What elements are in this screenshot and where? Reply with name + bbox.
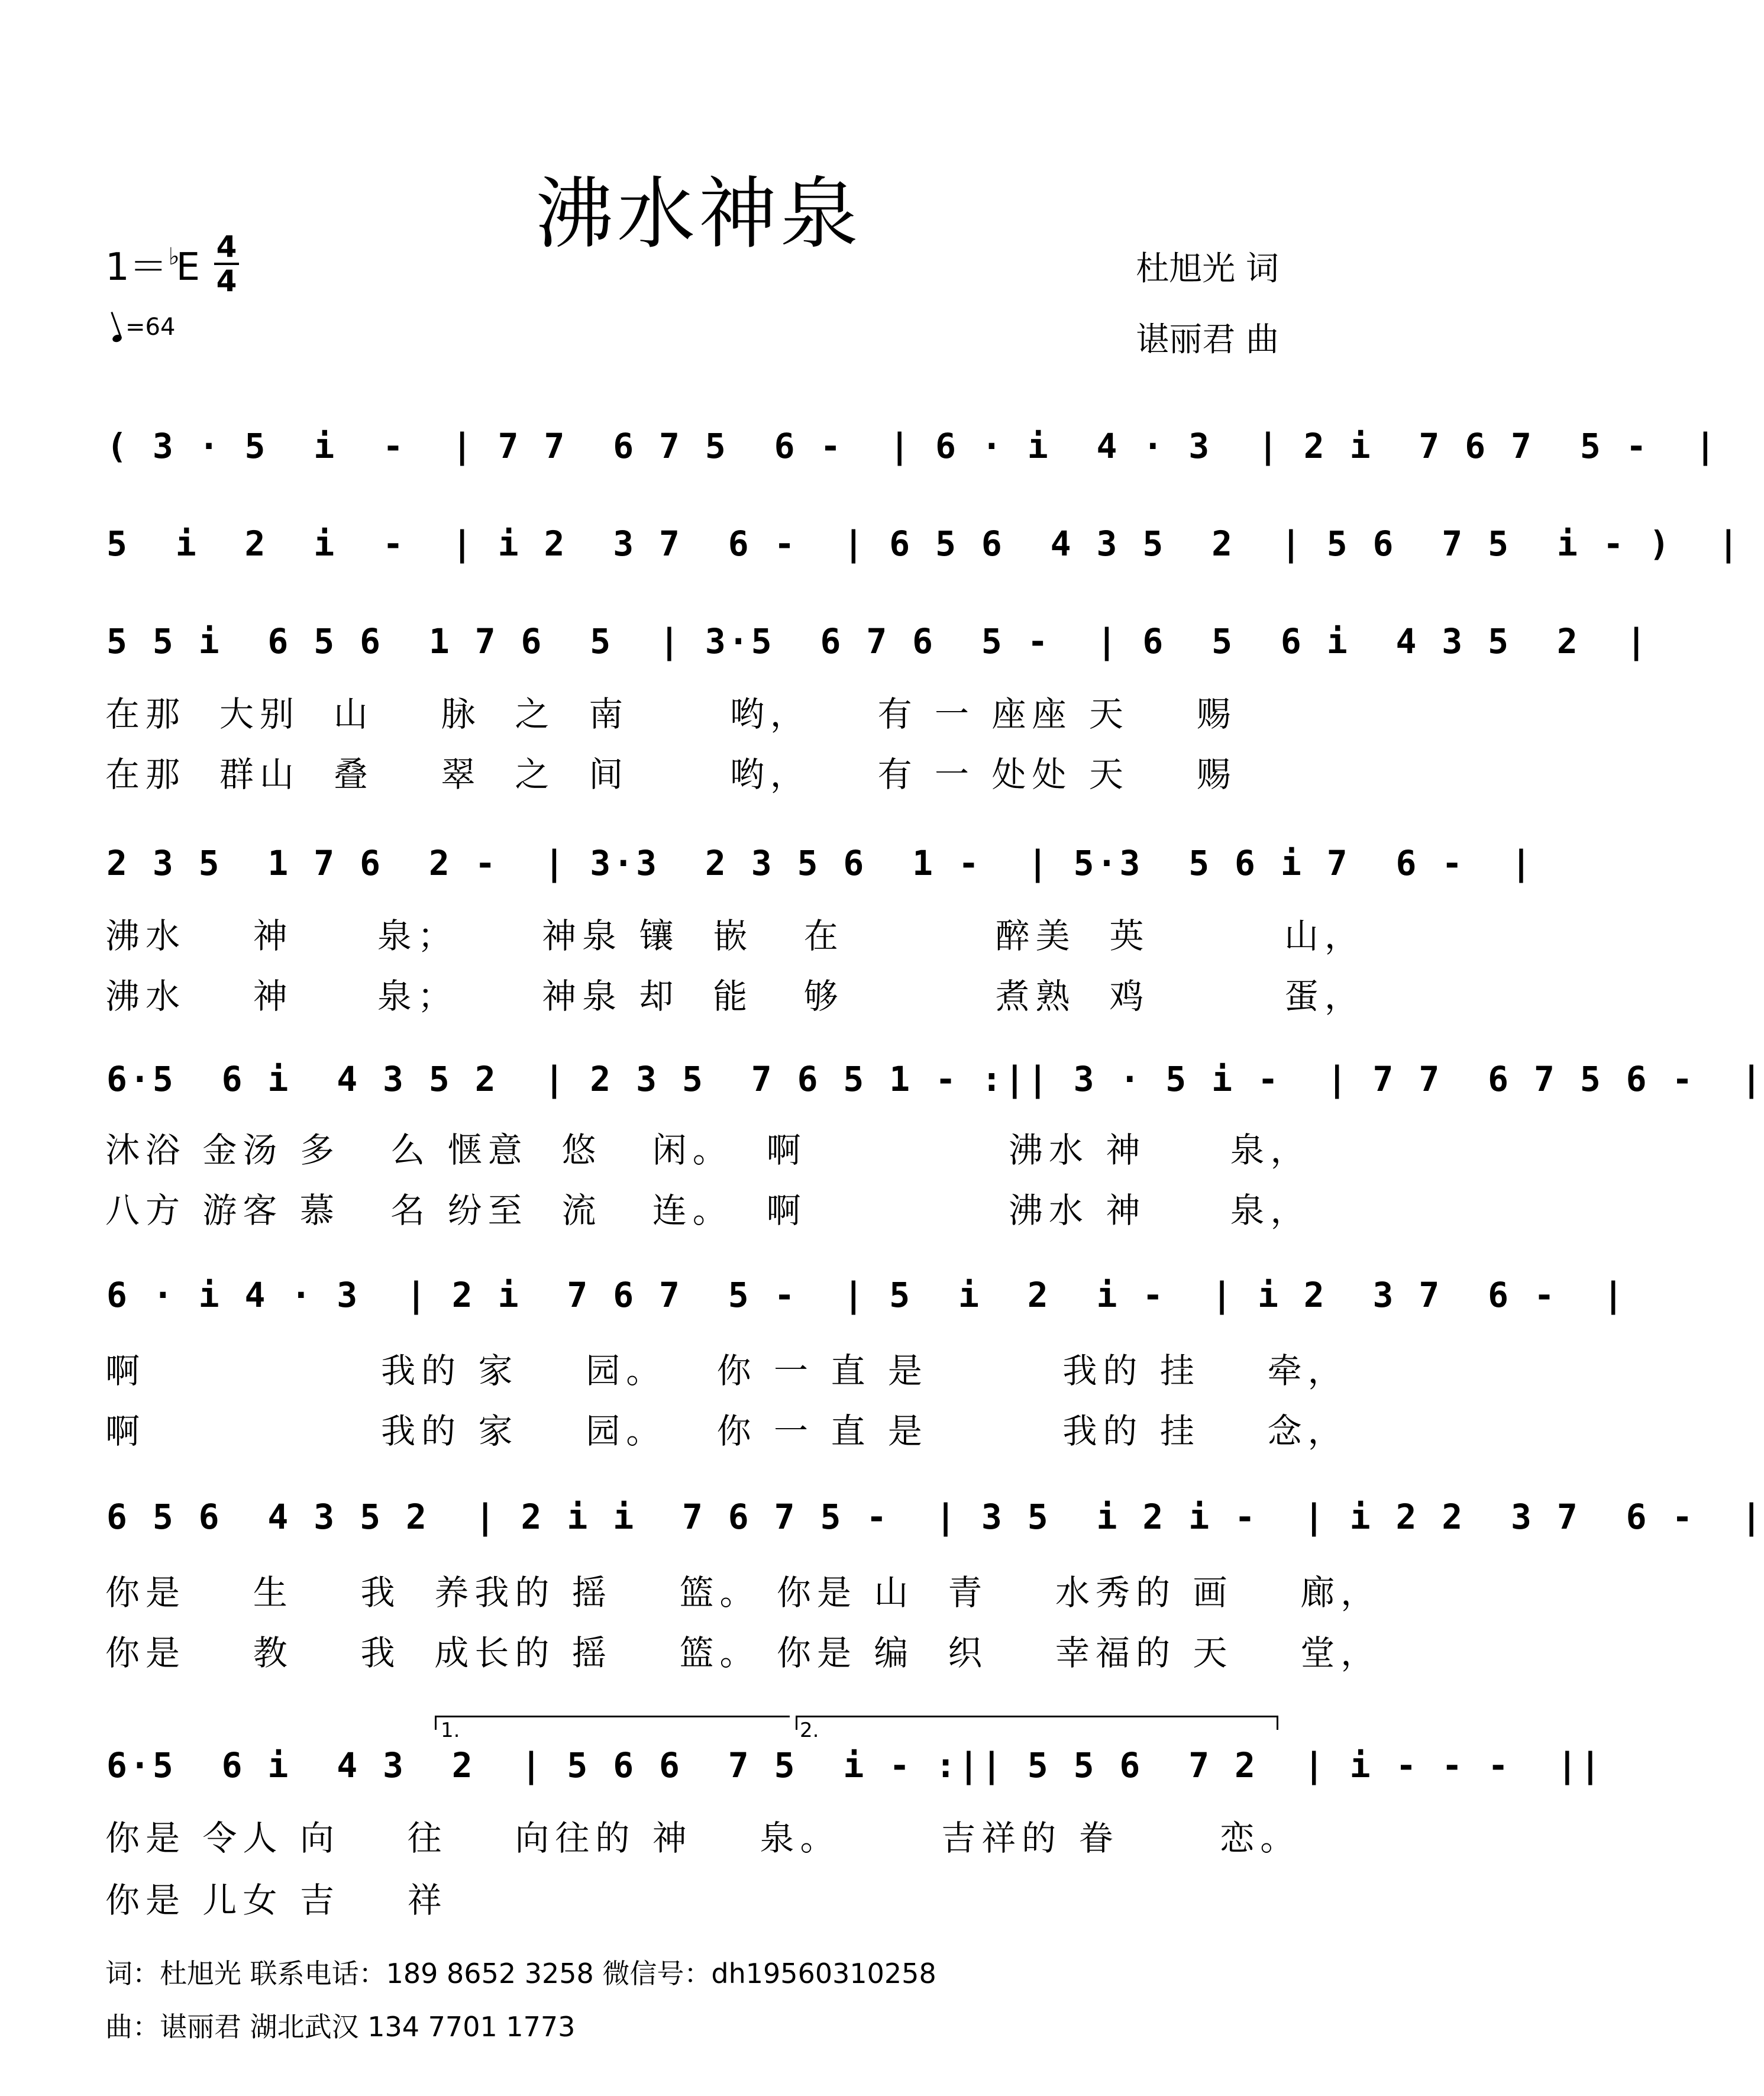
time-signature xyxy=(212,232,241,296)
song-title: 沸水神泉 xyxy=(535,169,862,260)
quarter-note-icon xyxy=(111,334,122,344)
lyric-line-verse2: 你是 儿女 吉 祥 xyxy=(105,1880,448,1920)
score-line-5 xyxy=(106,1047,1764,1112)
volta-2-tick xyxy=(796,1716,797,1730)
key-prefix: 1＝ xyxy=(105,246,167,289)
time-signature-bottom: 4 xyxy=(216,264,237,298)
lyric-line-verse2: 在那 群山 叠 翠 之 间 哟， 有 一 处处 天 赐 xyxy=(105,754,1237,795)
score-line-8 xyxy=(106,1733,1603,1798)
volta-2-end-tick xyxy=(1277,1716,1278,1730)
volta-1-bracket xyxy=(435,1716,790,1717)
notation: 6·5 6 i 4 3 2 | 5 6 6 7 5 i - :|| 5 5 6 7 2 | i - - - || xyxy=(106,1745,1603,1785)
score-line-6 xyxy=(106,1263,1626,1328)
volta-2-bracket xyxy=(796,1716,1278,1717)
volta-1-label: 1. xyxy=(441,1719,460,1742)
lyricist-contact: 词：杜旭光 联系电话：189 8652 3258 微信号：dh19560310258 xyxy=(105,1958,936,1990)
tempo-value: =64 xyxy=(125,314,176,341)
lyric-line-verse2: 啊 我的 家 园。 你 一 直 是 我的 挂 念， xyxy=(105,1411,1348,1451)
notation: ( 3 · 5 i - | 7 7 6 7 5 6 - | 6 · i 4 · 3 | 2 i 7 6 7 5 - | xyxy=(106,426,1718,466)
volta-2-label: 2. xyxy=(800,1719,819,1742)
lyric-line-verse1: 沐浴 金汤 多 么 惬意 悠 闲。 啊 沸水 神 泉， xyxy=(105,1130,1311,1170)
composer-contact: 曲：谌丽君 湖北武汉 134 7701 1773 xyxy=(105,2011,576,2043)
notation: 6·5 6 i 4 3 5 2 | 2 3 5 7 6 5 1 - :|| 3 · 5 i - | 7 7 6 7 5 6 - | xyxy=(106,1059,1764,1099)
lyric-line-verse1: 啊 我的 家 园。 你 一 直 是 我的 挂 牵， xyxy=(105,1351,1348,1391)
notation: 2 3 5 1 7 6 2 - | 3·3 2 3 5 6 1 - | 5·3 5 6 i 7 6 - | xyxy=(106,843,1534,883)
volta-1-tick xyxy=(435,1716,437,1730)
lyric-line-verse2: 你是 教 我 成长的 摇 篮。 你是 编 织 幸福的 天 堂， xyxy=(105,1633,1381,1673)
lyric-line-verse1: 沸水 神 泉； 神泉 镶 嵌 在 醉美 英 山， xyxy=(105,916,1365,956)
notation: 6 · i 4 · 3 | 2 i 7 6 7 5 - | 5 i 2 i - | i 2 3 7 6 - | xyxy=(106,1275,1626,1315)
lyricist-credit: 杜旭光 词 xyxy=(1136,250,1279,288)
time-signature-top: 4 xyxy=(216,230,237,264)
notation: 5 5 i 6 5 6 1 7 6 5 | 3·5 6 7 6 5 - | 6 5 6 i 4 3 5 2 | xyxy=(106,621,1649,661)
lyric-line-verse1: 你是 生 我 养我的 摇 篮。 你是 山 青 水秀的 画 廊， xyxy=(105,1572,1381,1613)
lyric-line-verse2: 沸水 神 泉； 神泉 却 能 够 煮熟 鸡 蛋， xyxy=(105,976,1365,1016)
composer-credit: 谌丽君 曲 xyxy=(1136,321,1279,359)
lyric-line-verse1: 在那 大别 山 脉 之 南 哟， 有 一 座座 天 赐 xyxy=(105,694,1237,734)
key-signature xyxy=(105,237,200,291)
score-line-2 xyxy=(106,512,1742,577)
score-line-4 xyxy=(106,831,1534,896)
lyric-line-verse1: 你是 令人 向 往 向往的 神 泉。 吉祥的 眷 恋。 xyxy=(105,1818,1301,1858)
notation: 6 5 6 4 3 5 2 | 2 i i 7 6 7 5 - | 3 5 i 2 i - | i 2 2 3 7 6 - | xyxy=(106,1497,1764,1537)
tempo-marking xyxy=(112,314,175,341)
flat-sign: ♭ xyxy=(168,243,180,270)
score-line-1 xyxy=(106,414,1718,479)
score-line-7 xyxy=(106,1485,1764,1550)
key-note: E xyxy=(176,246,201,289)
lyric-line-verse2: 八方 游客 慕 名 纷至 流 连。 啊 沸水 神 泉， xyxy=(105,1190,1311,1231)
score-line-3 xyxy=(106,609,1649,674)
notation: 5 i 2 i - | i 2 3 7 6 - | 6 5 6 4 3 5 2 | 5 6 7 5 i - ) | xyxy=(106,524,1742,564)
